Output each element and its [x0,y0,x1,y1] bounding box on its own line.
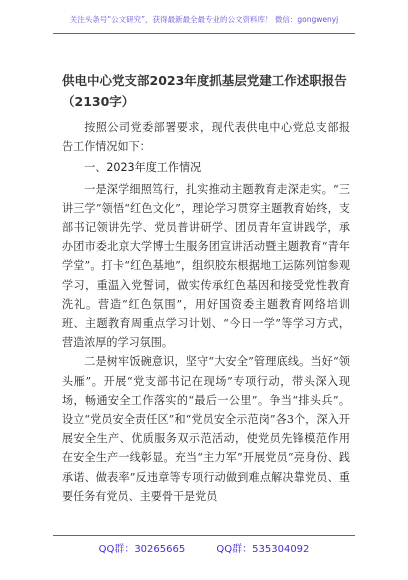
footer-qq-group-1: QQ群：30265665 [98,544,186,555]
footer-divider [53,535,355,536]
footer [0,540,408,555]
intro-paragraph: 按照公司党委部署要求，现代表供电中心党总支部报告工作情况如下： [62,121,350,154]
document-title: 供电中心党支部2023年度抓基层党建工作述职报告（2130字） [62,73,347,109]
body-paragraph-2: 二是树牢饭碗意识，坚守“大安全”管理底线。当好“领头雁”。开展“党支部书记在现场”专项行动，带头深入现场，畅通安全工作落实的“最后一公里”。争当“排头兵”。设立“党员安全责任区”和“党员安全示范岗”各3个，深入开展安全生产、优质服务双示范活动，使党员先锋模范作用在安全生产一线彰显。充当“主力军”开展党员“亮身份、践承诺、做表率”反违章等专项行动做到难点解决靠党员、重要任务有党员、主要骨干是党员 [62,355,350,503]
document-body [62,118,350,506]
header-banner: 关注头条号“公文研究”，获得最新最全最专业的公文资料库！ 微信：gongwenyj [69,15,339,24]
section-heading: 一、2023年度工作情况 [84,161,202,175]
body-paragraph-1: 一是深学细照笃行，扎实推动主题教育走深走实。“三讲三学”领悟“红色文化”，理论学习贯穿主题教育始终，支部书记领讲先学、党员普讲研学、团员青年宣讲践学，承办团市委北京大学博士生服务团宣讲活动暨主题教育“青年学堂”。打卡“红色基地”，组织胶东根据地工运陈列馆参观学习，重温入党誓词，做实传承红色基因和接受党性教育洗礼。营造“红色氛围”，用好国资委主题教育网络培训班、主题教育周重点学习计划、“今日一学”等学习方式，营造浓厚的学习氛围。 [62,182,350,350]
header-divider [53,33,355,34]
footer-qq-group-2: QQ群：535304092 [216,544,310,555]
